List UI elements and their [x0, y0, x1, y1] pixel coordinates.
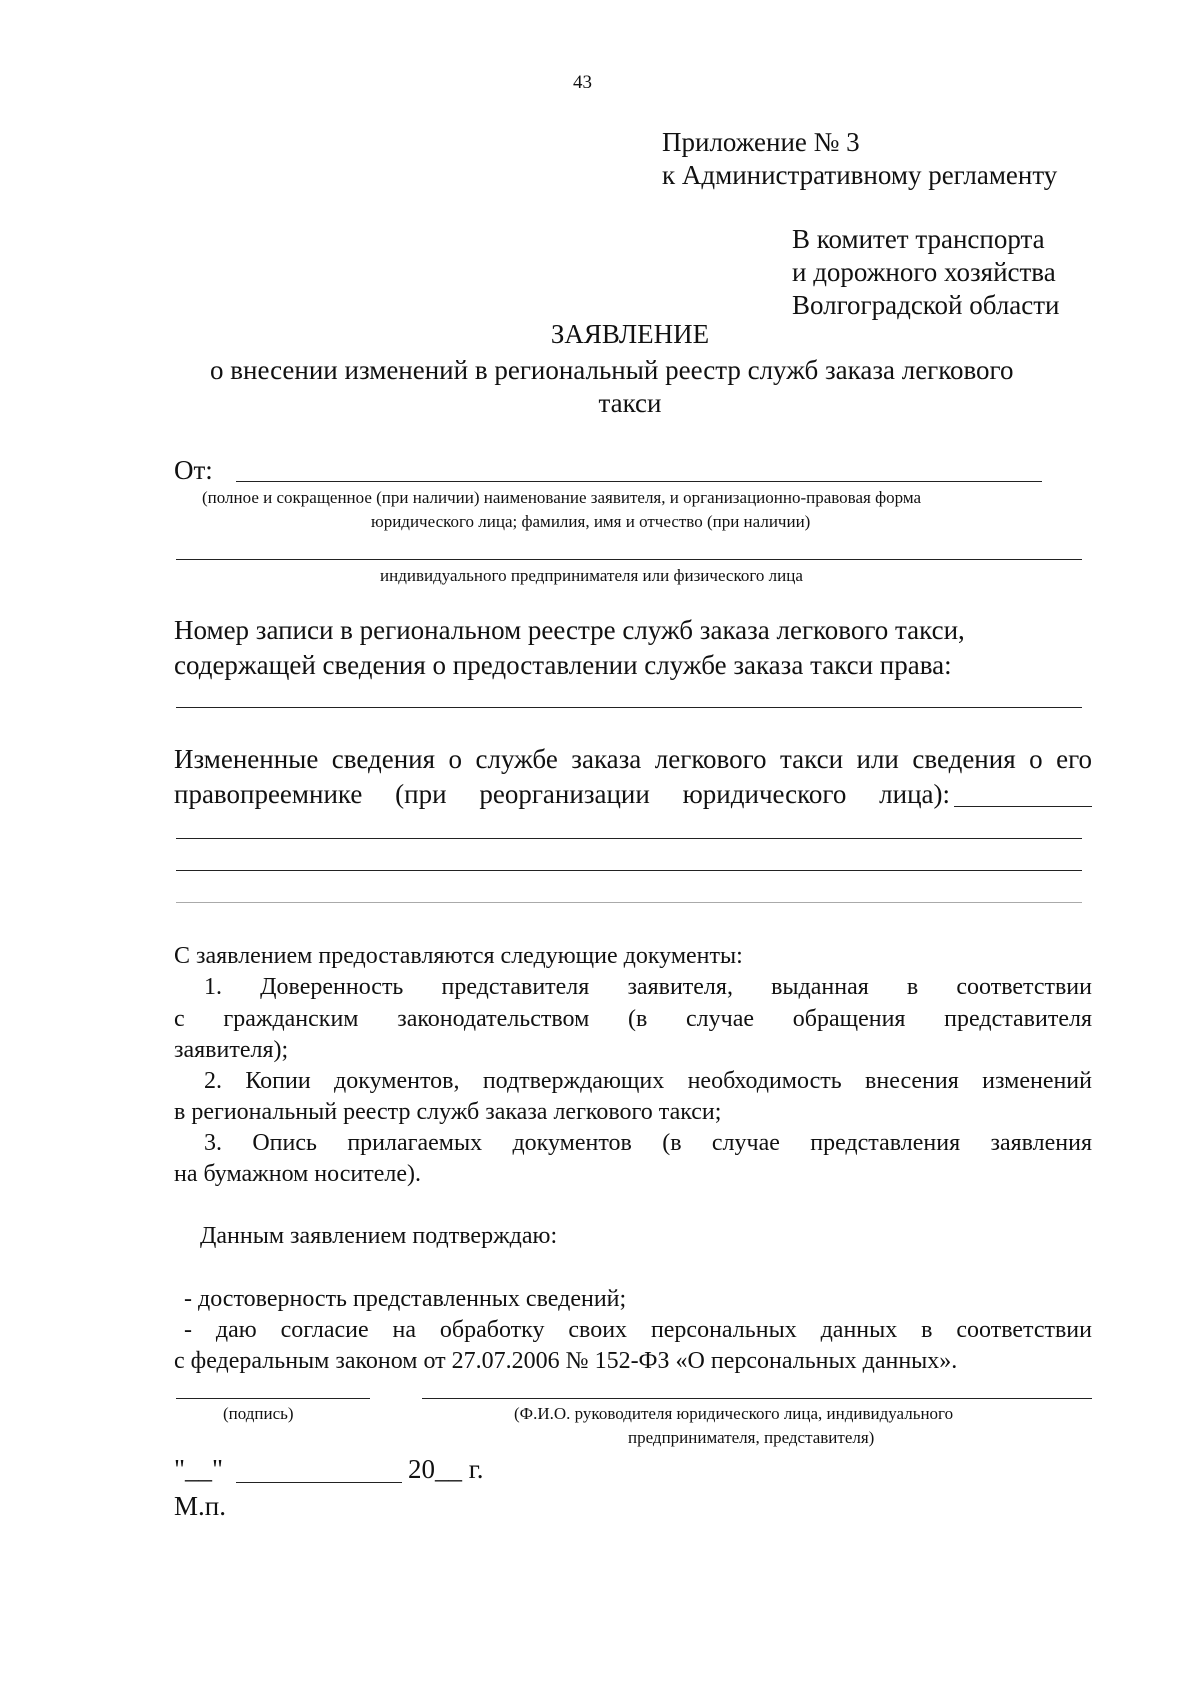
record-number-input-line[interactable]	[176, 707, 1082, 708]
changed-info-input-line-1[interactable]	[954, 806, 1092, 807]
date-year[interactable]: 20__ г.	[408, 1454, 484, 1484]
addressee-line-3: Волгоградской области	[792, 290, 1060, 320]
documents-item-2-line-1: 2. Копии документов, подтверждающих необходимость внесения изменений	[204, 1068, 1092, 1094]
record-number-line-1: Номер записи в региональном реестре служб заказа легкового такси,	[174, 615, 965, 645]
from-label: От:	[174, 455, 213, 485]
documents-item-3-line-2: на бумажном носителе).	[174, 1161, 422, 1187]
changed-info-input-line-3[interactable]	[176, 870, 1082, 871]
page-number: 43	[573, 72, 592, 93]
document-title: ЗАЯВЛЕНИЕ	[550, 319, 710, 349]
changed-info-line-1: Измененные сведения о службе заказа легкового такси или сведения о его	[174, 744, 1092, 774]
date-month-input-line[interactable]	[236, 1482, 402, 1483]
from-hint-line-3: индивидуального предпринимателя или физического лица	[380, 566, 803, 585]
fio-label-line-2: предпринимателя, представителя)	[628, 1428, 875, 1447]
documents-intro: С заявлением предоставляются следующие документы:	[174, 943, 743, 969]
confirm-intro: Данным заявлением подтверждаю:	[200, 1223, 558, 1249]
fio-input-line[interactable]	[422, 1398, 1092, 1399]
confirm-bullet-1: - достоверность представленных сведений;	[184, 1286, 627, 1312]
record-number-line-2: содержащей сведения о предоставлении службе заказа такси права:	[174, 650, 952, 680]
from-input-line-2[interactable]	[176, 559, 1082, 560]
appendix-line-2: к Административному регламенту	[662, 160, 1058, 190]
document-subtitle-line-1: о внесении изменений в региональный реестр служб заказа легкового	[210, 355, 1014, 385]
from-hint-line-2: юридического лица; фамилия, имя и отчество (при наличии)	[371, 512, 811, 531]
signature-input-line[interactable]	[176, 1398, 370, 1399]
confirm-bullet-2-line-1: - даю согласие на обработку своих персональных данных в соответствии	[184, 1317, 1092, 1343]
appendix-line-1: Приложение № 3	[662, 127, 860, 157]
from-hint-line-1: (полное и сокращенное (при наличии) наименование заявителя, и организационно-правовая форма	[202, 488, 922, 507]
confirm-bullet-2-line-2: с федеральным законом от 27.07.2006 № 152-ФЗ «О персональных данных».	[174, 1348, 958, 1374]
documents-item-1-line-3: заявителя);	[174, 1037, 289, 1063]
date-day[interactable]: "__"	[174, 1454, 224, 1484]
changed-info-line-2: правопреемнике (при реорганизации юридического лица):	[174, 779, 950, 809]
fio-label-line-1: (Ф.И.О. руководителя юридического лица, индивидуального	[514, 1404, 954, 1423]
stamp-label: М.п.	[174, 1491, 226, 1521]
changed-info-input-line-4[interactable]	[176, 902, 1082, 903]
documents-item-1-line-1: 1. Доверенность представителя заявителя, выданная в соответствии	[204, 974, 1092, 1000]
addressee-line-2: и дорожного хозяйства	[792, 257, 1056, 287]
document-subtitle-line-2: такси	[598, 388, 662, 418]
documents-item-2-line-2: в региональный реестр служб заказа легкового такси;	[174, 1099, 722, 1125]
signature-label: (подпись)	[223, 1404, 294, 1423]
from-input-line[interactable]	[236, 481, 1042, 482]
documents-item-3-line-1: 3. Опись прилагаемых документов (в случае представления заявления	[204, 1130, 1092, 1156]
documents-item-1-line-2: с гражданским законодательством (в случае обращения представителя	[174, 1006, 1092, 1032]
changed-info-input-line-2[interactable]	[176, 838, 1082, 839]
addressee-line-1: В комитет транспорта	[792, 224, 1045, 254]
